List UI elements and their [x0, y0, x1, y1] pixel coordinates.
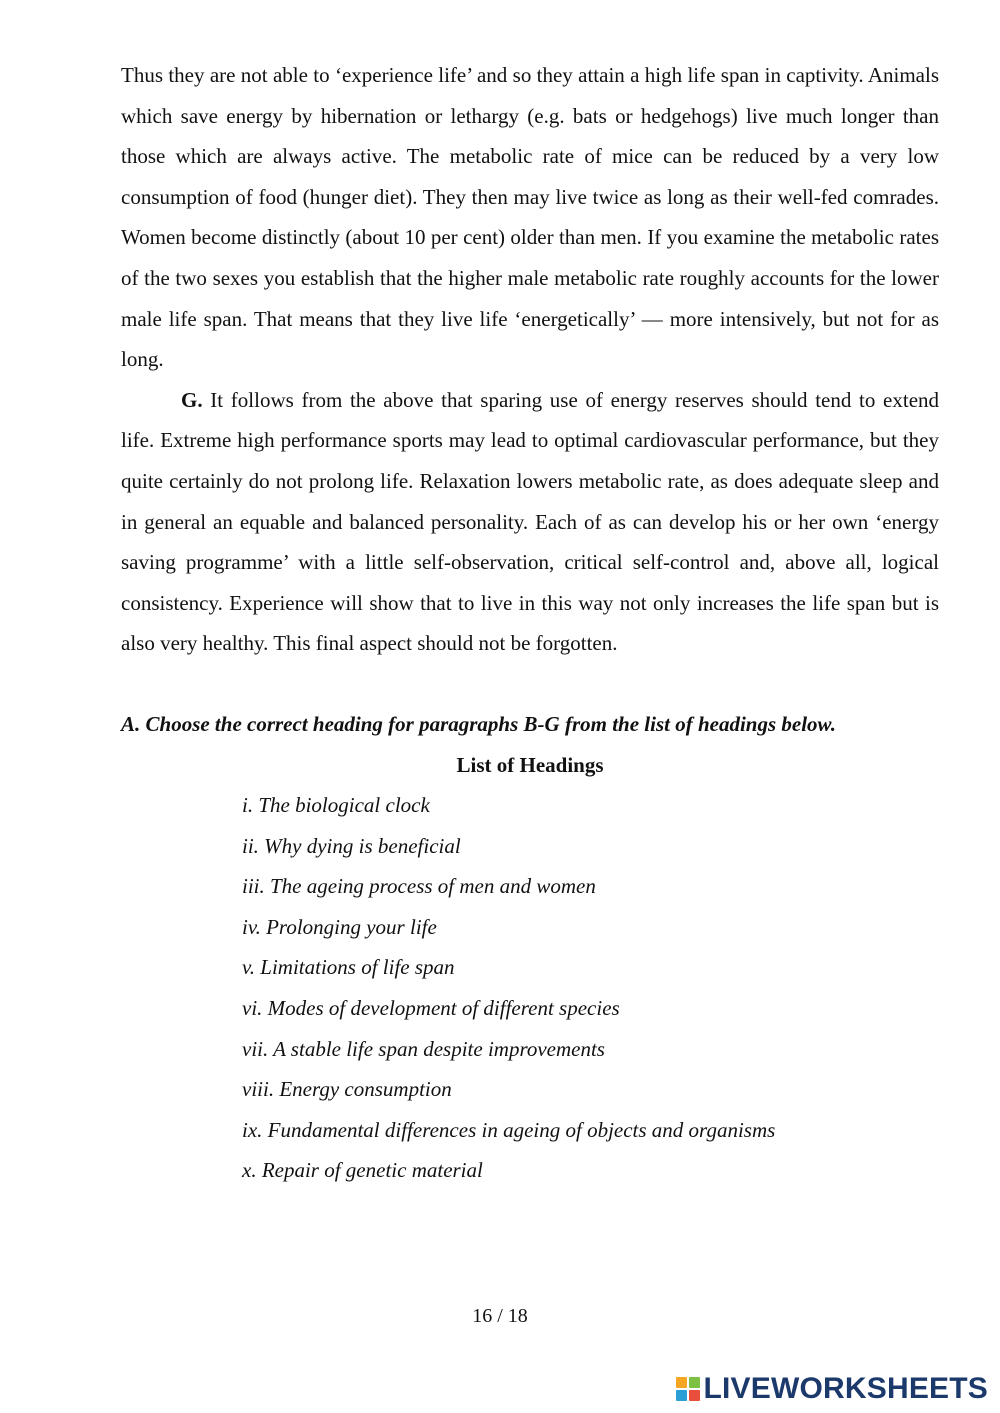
headings-list-title: List of Headings — [456, 752, 604, 777]
heading-item-ix: ix. Fundamental differences in ageing of objects and organisms — [242, 1117, 776, 1142]
logo-square-b — [689, 1377, 700, 1388]
heading-item-ii: ii. Why dying is beneficial — [242, 833, 461, 858]
paragraph-f-continued: Thus they are not able to ‘experience life’ and so they attain a high life span in captivity. Animals which save energy by hibernation or lethargy (e.g. bats or hedgehogs) live much longer than those which are always active. The metabolic rate of mice can be reduced by a very low consumption of food (hunger diet). They then may live twice as long as their well-fed comrades. Women become distinctly (about 10 per cent) older than men. If you examine the metabolic rates of the two sexes you establish that the higher male metabolic rate roughly accounts for the lower male life span. That means that they live life ‘energetically’ — more intensively, but not for as long. — [121, 63, 939, 372]
task-instruction: A. Choose the correct heading for paragraphs B-G from the list of headings below. — [121, 711, 837, 736]
page-number: 16 / 18 — [472, 1305, 528, 1327]
heading-item-iv: iv. Prolonging your life — [242, 914, 437, 939]
paragraph-g-text: It follows from the above that sparing use of energy reserves should tend to extend life. Extreme high performance sports may lead to optimal cardiovascular performance, but they quite certainly do not prolong life. Relaxation lowers metabolic rate, as does adequate sleep and in general an equable and balanced personality. Each of as can develop his or her own ‘energy saving programme’ with a little self-observation, critical self-control and, above all, logical consistency. Experience will show that to live in this way not only increases the life span but is also very healthy. This final aspect should not be forgotten. — [121, 387, 940, 656]
logo-square-d — [689, 1390, 700, 1401]
heading-item-vii: vii. A stable life span despite improvements — [242, 1036, 605, 1061]
heading-item-iii: iii. The ageing process of men and women — [242, 874, 596, 899]
heading-item-v: v. Limitations of life span — [242, 955, 455, 980]
document-page — [121, 55, 939, 1191]
heading-item-i: i. The biological clock — [242, 793, 430, 818]
heading-item-x: x. Repair of genetic material — [242, 1158, 483, 1183]
paragraph-g — [121, 380, 939, 664]
logo-square-a — [676, 1377, 687, 1388]
headings-list — [121, 785, 939, 1191]
heading-item-viii: viii. Energy consumption — [242, 1077, 452, 1102]
liveworksheets-logo-icon — [676, 1377, 700, 1401]
brand-text: LIVEWORKSHEETS — [703, 1372, 988, 1405]
paragraph-g-label: G. — [181, 387, 203, 412]
liveworksheets-brand[interactable] — [676, 1372, 989, 1406]
heading-item-vi: vi. Modes of development of different species — [242, 996, 620, 1021]
logo-square-c — [676, 1390, 687, 1401]
